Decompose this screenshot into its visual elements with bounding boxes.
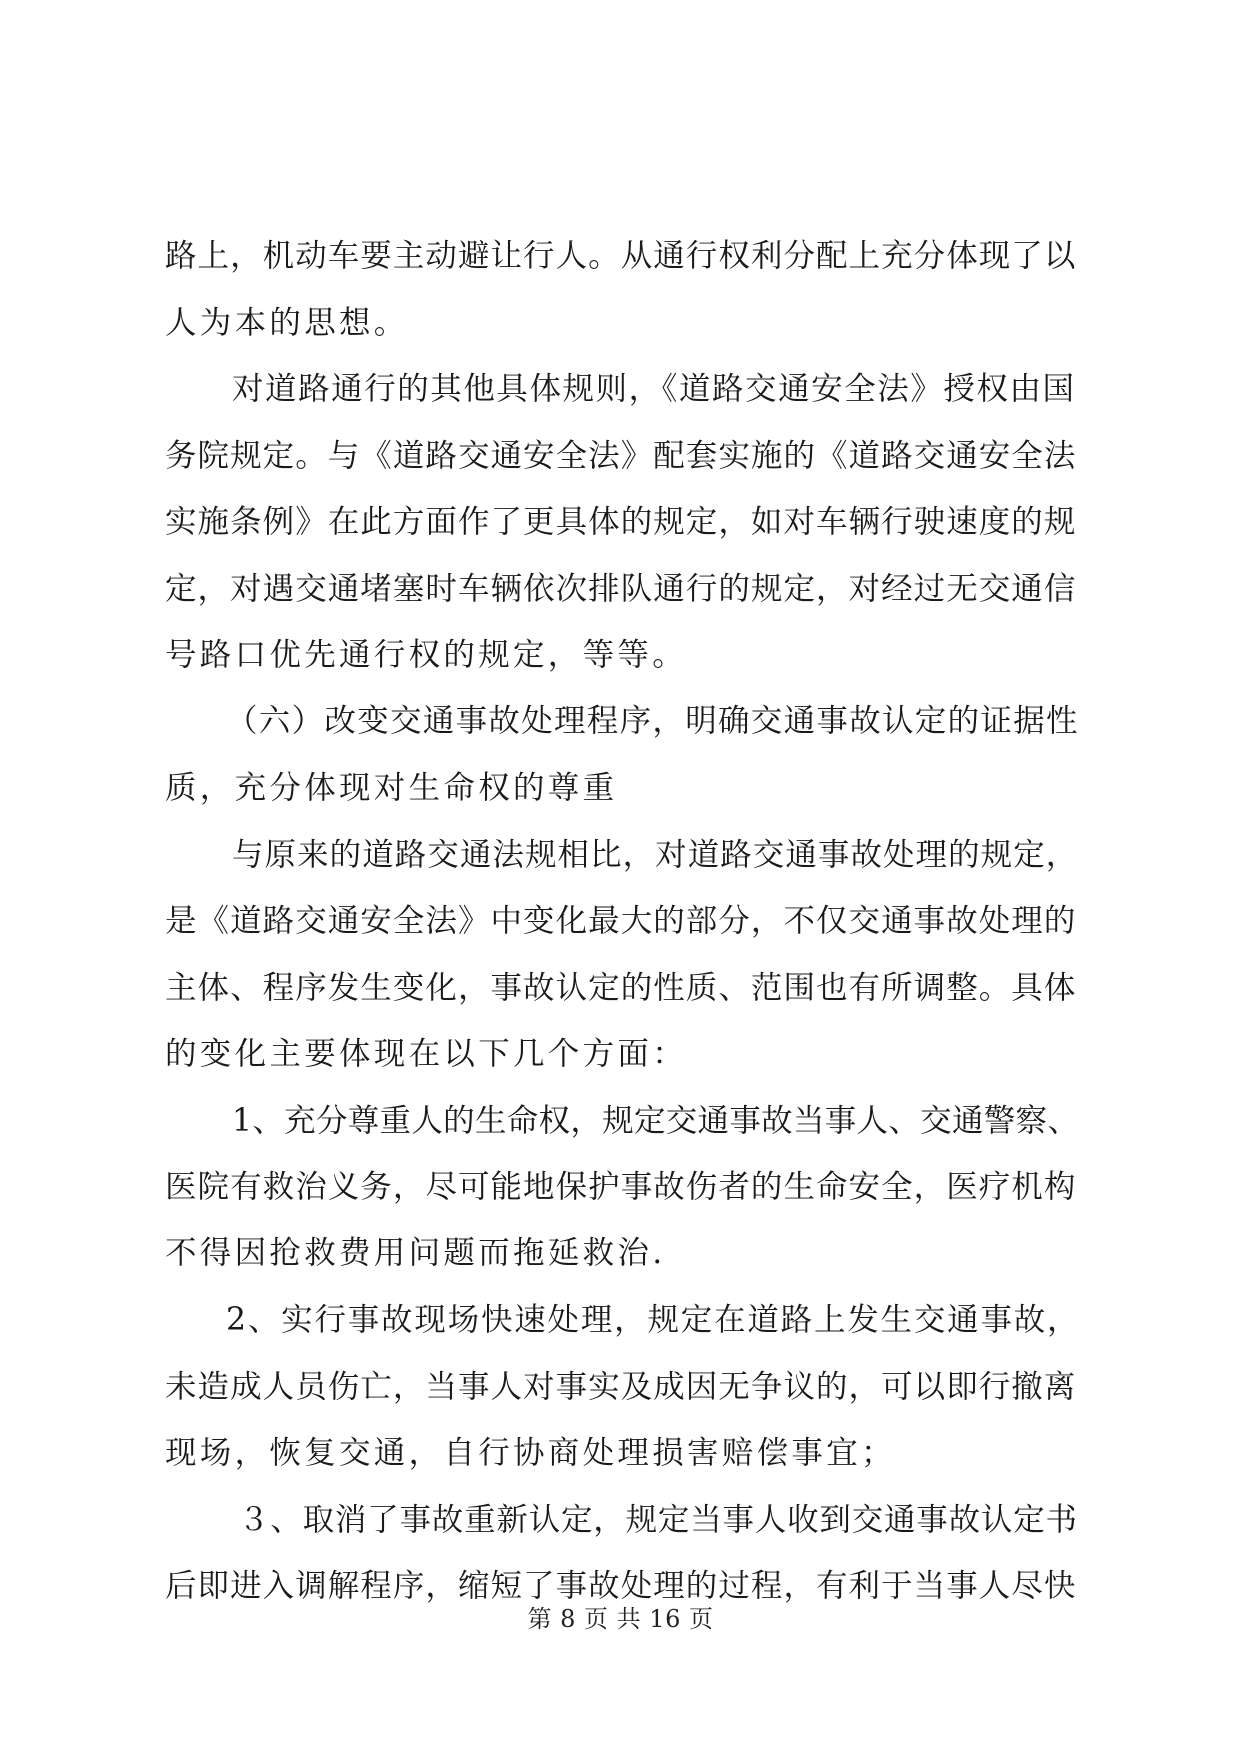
- text-line-21: 后即进入调解程序，缩短了事故处理的过程，有利于当事人尽快: [165, 1568, 1077, 1604]
- text-line-16: 不得因抢救费用问题而拖延救治.: [165, 1235, 666, 1271]
- text-line-9: 质，充分体现对生命权的尊重: [165, 770, 618, 806]
- text-line-17: 2、实行事故现场快速处理，规定在道路上发生交通事故，: [226, 1302, 1081, 1338]
- text-line-14: 1、充分尊重人的生命权，规定交通事故当事人、交通警察、: [232, 1103, 1080, 1139]
- text-line-11: 是《道路交通安全法》中变化最大的部分，不仅交通事故处理的: [165, 903, 1077, 939]
- text-line-10: 与原来的道路交通法规相比，对道路交通事故处理的规定，: [232, 837, 1079, 873]
- text-line-15: 医院有救治义务，尽可能地保护事故伤者的生命安全，医疗机构: [165, 1169, 1077, 1205]
- text-line-12: 主体、程序发生变化，事故认定的性质、范围也有所调整。具体: [165, 970, 1077, 1006]
- text-line-3: 对道路通行的其他具体规则，《道路交通安全法》授权由国: [232, 371, 1076, 407]
- text-line-1: 路上，机动车要主动避让行人。从通行权利分配上充分体现了以: [165, 238, 1077, 274]
- text-line-18: 未造成人员伤亡，当事人对事实及成因无争议的，可以即行撤离: [165, 1369, 1077, 1405]
- text-line-19: 现场，恢复交通，自行协商处理损害赔偿事宜；: [165, 1435, 896, 1471]
- text-line-5: 实施条例》在此方面作了更具体的规定，如对车辆行驶速度的规: [165, 504, 1077, 540]
- text-line-6: 定，对遇交通堵塞时车辆依次排队通行的规定，对经过无交通信: [165, 571, 1077, 607]
- text-line-7: 号路口优先通行权的规定，等等。: [165, 637, 688, 673]
- text-line-4: 务院规定。与《道路交通安全法》配套实施的《道路交通安全法: [165, 438, 1077, 474]
- text-line-8: （六）改变交通事故处理程序，明确交通事故认定的证据性: [226, 703, 1079, 739]
- text-line-2: 人为本的思想。: [165, 305, 409, 341]
- text-line-20: ３、取消了事故重新认定，规定当事人收到交通事故认定书: [238, 1502, 1078, 1538]
- page-number-footer: 第 8 页 共 16 页: [527, 1605, 714, 1633]
- text-line-13: 的变化主要体现在以下几个方面：: [165, 1036, 688, 1072]
